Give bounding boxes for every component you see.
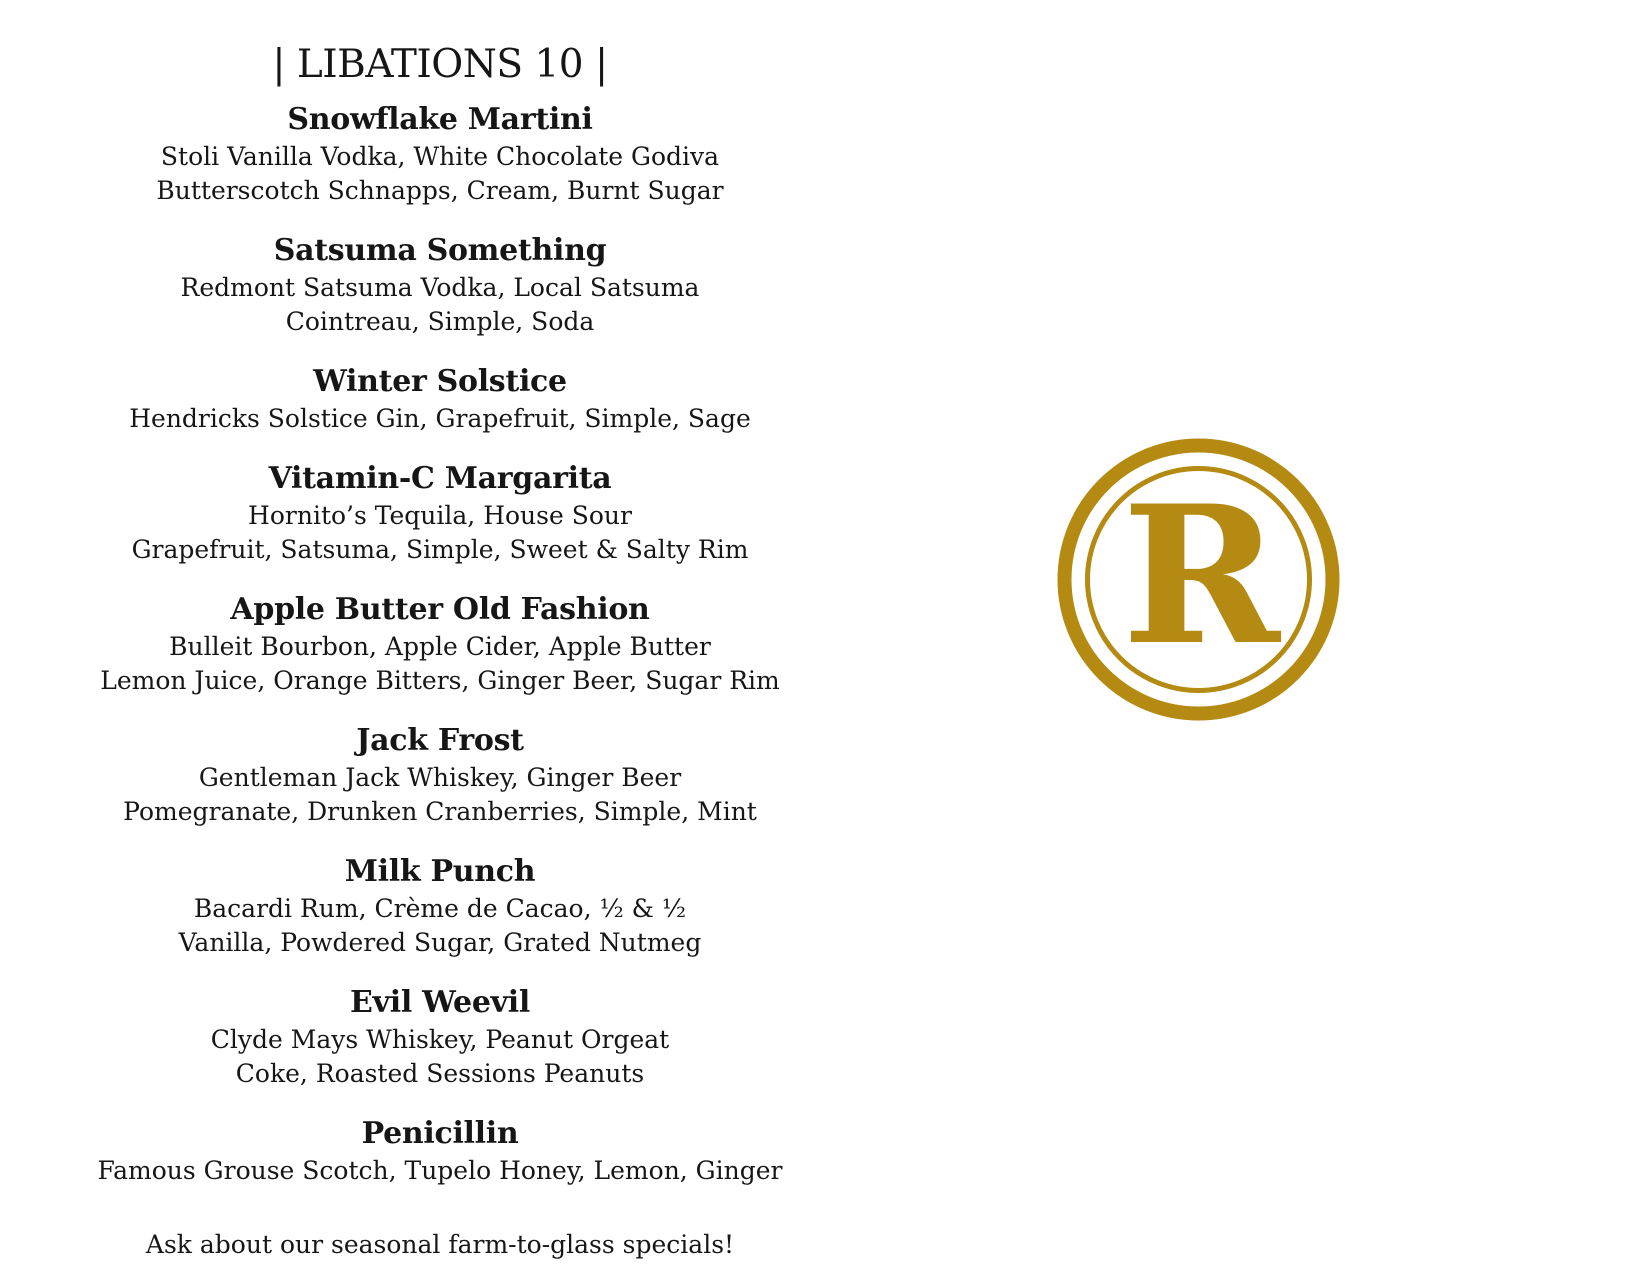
drink-item — [40, 100, 840, 208]
drink-ingredients: Bacardi Rum, Crème de Cacao, ½ & ½ — [193, 894, 687, 923]
drink-ingredients: Stoli Vanilla Vodka, White Chocolate Godiva — [160, 142, 720, 171]
drink-ingredients: Lemon Juice, Orange Bitters, Ginger Beer, Sugar Rim — [100, 666, 780, 695]
specials-note: Ask about our seasonal farm-to-glass specials! — [145, 1230, 735, 1259]
drink-name: Jack Frost — [356, 723, 524, 758]
drink-item — [40, 231, 840, 339]
drink-item — [40, 362, 840, 436]
menu-title: | LIBATIONS 10 | — [272, 42, 608, 87]
drink-ingredients: Cointreau, Simple, Soda — [285, 307, 595, 336]
drink-item — [40, 590, 840, 698]
drink-ingredients: Butterscotch Schnapps, Cream, Burnt Sugar — [156, 176, 724, 205]
drink-name: Milk Punch — [344, 854, 536, 889]
drink-name: Penicillin — [361, 1116, 519, 1151]
drink-ingredients: Grapefruit, Satsuma, Simple, Sweet & Salty Rim — [131, 535, 749, 564]
drink-name: Satsuma Something — [273, 233, 607, 268]
drink-ingredients: Redmont Satsuma Vodka, Local Satsuma — [180, 273, 700, 302]
drink-item — [40, 459, 840, 567]
drink-name: Evil Weevil — [350, 985, 530, 1020]
drink-ingredients: Vanilla, Powdered Sugar, Grated Nutmeg — [178, 928, 702, 957]
drink-name: Winter Solstice — [313, 364, 567, 399]
drink-item — [40, 852, 840, 960]
drink-ingredients: Hornito’s Tequila, House Sour — [248, 501, 632, 530]
drink-ingredients: Pomegranate, Drunken Cranberries, Simple, Mint — [123, 797, 757, 826]
drink-name: Snowflake Martini — [287, 102, 593, 137]
drink-ingredients: Bulleit Bourbon, Apple Cider, Apple Butter — [169, 632, 711, 661]
drink-ingredients: Gentleman Jack Whiskey, Ginger Beer — [198, 763, 682, 792]
drink-item — [40, 1114, 840, 1188]
drink-ingredients: Famous Grouse Scotch, Tupelo Honey, Lemon, Ginger — [97, 1156, 783, 1185]
libations-menu — [40, 35, 840, 1262]
drink-ingredients: Hendricks Solstice Gin, Grapefruit, Simple, Sage — [129, 404, 751, 433]
drink-name: Apple Butter Old Fashion — [230, 592, 650, 627]
drink-item — [40, 721, 840, 829]
drink-ingredients: Clyde Mays Whiskey, Peanut Orgeat — [210, 1025, 670, 1054]
drink-name: Vitamin-C Margarita — [268, 461, 612, 496]
drink-item — [40, 983, 840, 1091]
drink-ingredients: Coke, Roasted Sessions Peanuts — [235, 1059, 645, 1088]
logo-letter: R — [1122, 464, 1280, 687]
logo-emblem — [1056, 437, 1341, 722]
